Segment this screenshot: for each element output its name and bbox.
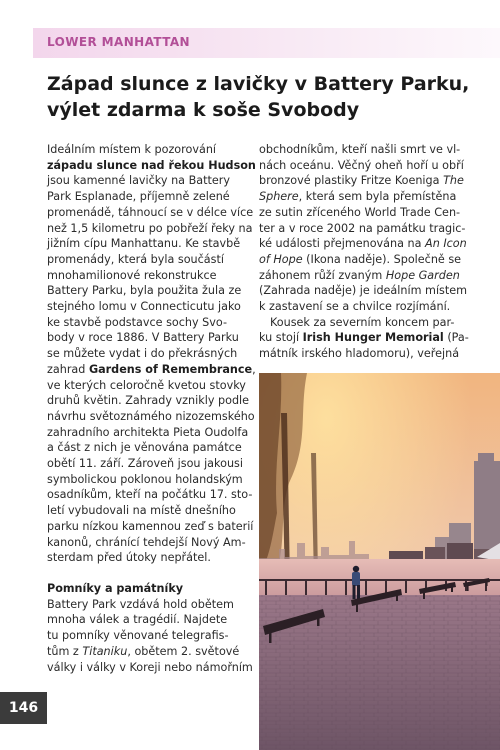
text-line: ve kterých celoročně kvetou stovky	[47, 378, 246, 392]
text-run: bronzové plastiky Fritze Koeniga	[259, 174, 444, 188]
text-line: letí vybudovali na místě dnešního	[47, 504, 236, 518]
text-line: Battery Parku, byla použita žula ze	[47, 284, 242, 298]
text-line: mnoha válek a tragédií. Najdete	[47, 613, 228, 627]
text-line: jsou kamenné lavičky na Battery	[47, 174, 230, 188]
text-run: tům z	[47, 644, 83, 658]
text-run: , obětem 2. světové	[127, 644, 240, 658]
text-line: návrhu světoznámého nizozemského	[47, 409, 255, 423]
page-number: 146	[0, 692, 47, 724]
text-run: (Pa-	[443, 331, 469, 345]
text-line	[259, 252, 471, 268]
text-line: Park Esplanade, příjemně zelené	[47, 190, 230, 204]
left-text-column	[47, 142, 259, 675]
text-line	[259, 173, 471, 189]
text-line: druhů květin. Zahrady vznikly podle	[47, 394, 250, 408]
text-line: osadníkům, kteří na počátku 17. sto-	[47, 488, 253, 502]
text-run: záhonem růží zvaným	[259, 268, 386, 282]
text-line	[259, 330, 471, 346]
text-line: mátník irského hladomoru), veřejná	[259, 347, 460, 361]
text-run: zahrad	[47, 362, 89, 376]
text-line: mnohamilionové rekonstrukce	[47, 268, 217, 282]
icon-of-hope-name: of Hope	[259, 252, 303, 266]
article-title	[47, 71, 470, 123]
irish-hunger-memorial-name: Irish Hunger Memorial	[302, 331, 444, 345]
text-run: ké události přejmenována na	[259, 237, 426, 251]
text-line	[47, 644, 259, 660]
text-line: parku nízkou kamennou zeď s baterií	[47, 519, 254, 533]
text-run: (Ikona naděje). Společně se	[302, 252, 462, 266]
text-line	[259, 236, 471, 252]
text-line: a část z nich je věnována památce	[47, 441, 242, 455]
text-run: ku stojí	[259, 331, 303, 345]
text-line: symbolickou poklonou holandským	[47, 472, 243, 486]
text-line: body v roce 1886. V Battery Parku	[47, 331, 239, 345]
section-label: LOWER MANHATTAN	[47, 35, 190, 49]
text-line: Battery Park vzdává hold obětem	[47, 597, 234, 611]
text-line: ke stavbě podstavce sochy Svo-	[47, 315, 227, 329]
text-run: ,	[252, 362, 256, 376]
text-line: Kousek za severním koncem par-	[270, 315, 455, 329]
text-line: ter a v roce 2002 na památku tragic-	[259, 221, 466, 235]
paragraph	[47, 597, 259, 676]
gardens-of-remembrance-name: Gardens of Remembrance	[88, 362, 253, 376]
subheading: Pomníky a památníky	[47, 581, 184, 595]
text-line: obětí 11. září. Zároveň jsou jakousi	[47, 457, 243, 471]
text-line: k zastavení se a chvilce rozjímání.	[259, 300, 451, 314]
paragraph	[47, 142, 259, 566]
text-line: tu pomníky věnované telegrafis-	[47, 629, 229, 643]
text-line	[259, 189, 471, 205]
right-text-column	[259, 142, 471, 362]
text-line: války i války v Koreji nebo námořním	[47, 660, 253, 674]
paragraph-gap	[47, 566, 259, 581]
hope-garden-name: Hope Garden	[385, 268, 460, 282]
battery-park-sunset-photo	[259, 373, 500, 750]
text-line: zahradního architekta Pieta Oudolfa	[47, 425, 249, 439]
sphere-name: Sphere	[259, 190, 299, 204]
text-line: nách oceánu. Věčný oheň hoří u obří	[259, 158, 464, 172]
text-line: jižním cípu Manhattanu. Ke stavbě	[47, 237, 241, 251]
text-line: ze sutin zříceného World Trade Cen-	[259, 205, 461, 219]
text-line: stejného lomu v Connecticutu jako	[47, 300, 241, 314]
text-line: promenádě, táhnoucí se v délce více	[47, 205, 254, 219]
paragraph	[259, 142, 471, 315]
article-title-line: výlet zdarma k soše Svobody	[47, 99, 360, 121]
article-title-line: Západ slunce z lavičky v Battery Parku,	[47, 73, 470, 95]
text-line	[259, 268, 471, 284]
text-line: Ideálním místem k pozorování	[47, 143, 217, 156]
paragraph	[259, 315, 471, 362]
text-line: obchodníkům, kteří našli smrt ve vl-	[259, 143, 461, 156]
text-line-bold: západu slunce nad řekou Hudson	[47, 158, 256, 172]
text-line: se můžete vydat i do překrásných	[47, 347, 238, 361]
text-line: sterdam před útoky nepřátel.	[47, 551, 211, 565]
text-line: (Zahrada naděje) je ideálním místem	[259, 284, 468, 298]
titanic-name: Titaniku	[82, 644, 128, 658]
sphere-name: The	[443, 174, 464, 188]
text-line: kanonů, chránící tehdejší Nový Am-	[47, 535, 246, 549]
text-run: , která sem byla přemístěna	[298, 190, 457, 204]
text-line: než 1,5 kilometru po pobřeží řeky na	[47, 221, 253, 235]
icon-of-hope-name: An Icon	[425, 237, 467, 251]
text-line	[47, 362, 259, 378]
text-line: promenády, která byla součástí	[47, 252, 224, 266]
